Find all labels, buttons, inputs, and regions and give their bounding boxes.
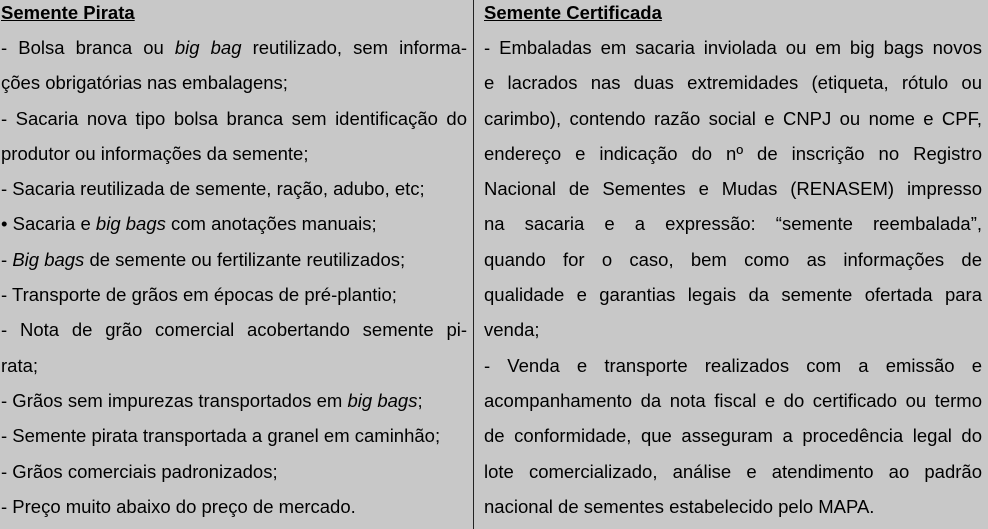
text-run: rata;	[1, 354, 39, 376]
italic-text: big bags	[347, 389, 418, 411]
text-run: Nacional de Sementes e Mudas (RENASEM) impresso	[484, 178, 982, 200]
text-line	[1, 348, 467, 383]
text-line	[1, 136, 467, 171]
column-heading: Semente Certificada	[484, 2, 662, 23]
text-run: endereço e indicação do nº de inscrição no Registro	[484, 142, 982, 164]
text-run: acompanhamento da nota fiscal e do certificado ou termo	[484, 389, 982, 411]
text-run: nacional de sementes estabelecido pelo MAPA.	[484, 495, 875, 517]
text-run: • Sacaria e	[1, 213, 96, 235]
text-run: qualidade e garantias legais da semente ofertada para	[484, 284, 982, 306]
text-line	[484, 242, 982, 277]
column-lines	[1, 30, 467, 524]
text-run: carimbo), contendo razão social e CNPJ ou nome e CPF,	[484, 107, 982, 129]
text-line	[484, 454, 982, 489]
text-run: - Bolsa branca ou	[1, 37, 175, 58]
text-line	[1, 101, 467, 136]
text-run: ;	[417, 389, 423, 411]
text-line	[484, 489, 982, 524]
text-run: - Grãos comerciais padronizados;	[1, 460, 278, 482]
italic-text: big bags	[95, 213, 166, 235]
text-line	[484, 383, 982, 418]
text-run: - Sacaria reutilizada de semente, ração, adubo, etc;	[1, 178, 425, 200]
text-line	[1, 489, 467, 524]
text-line	[1, 312, 467, 347]
text-run: - Embaladas em sacaria inviolada ou em big bags novos	[484, 37, 982, 58]
text-run: com anotações manuais;	[165, 213, 377, 235]
column-semente-certificada	[474, 0, 988, 529]
text-line	[484, 206, 982, 241]
text-line	[484, 277, 982, 312]
text-line	[484, 348, 982, 383]
text-line	[484, 65, 982, 100]
text-line	[1, 454, 467, 489]
text-line	[484, 171, 982, 206]
text-run: -	[1, 248, 13, 270]
text-line	[484, 101, 982, 136]
column-lines	[484, 30, 982, 524]
text-line	[1, 277, 467, 312]
italic-text: Big bags	[12, 248, 85, 270]
text-run: e lacrados nas duas extremidades (etiqueta, rótulo ou	[484, 72, 982, 94]
text-line	[1, 206, 467, 241]
text-run: lote comercializado, análise e atendimento ao padrão	[484, 460, 982, 482]
column-heading: Semente Pirata	[1, 2, 135, 23]
text-run: - Transporte de grãos em épocas de pré-plantio;	[1, 284, 397, 306]
text-run: de conformidade, que asseguram a procedência legal do	[484, 425, 982, 447]
text-run: - Semente pirata transportada a granel em caminhão;	[1, 425, 441, 447]
text-run: produtor ou informações da semente;	[1, 142, 309, 164]
column-semente-pirata	[0, 0, 474, 529]
text-run: venda;	[484, 319, 540, 341]
text-run: - Venda e transporte realizados com a emissão e	[484, 354, 982, 376]
text-line	[484, 136, 982, 171]
text-run: - Nota de grão comercial acobertando semente pi-	[1, 319, 467, 341]
text-line	[1, 65, 467, 100]
text-run: ções obrigatórias nas embalagens;	[1, 72, 288, 94]
text-run: na sacaria e a expressão: “semente reembalada”,	[484, 213, 982, 235]
text-line	[1, 30, 467, 65]
italic-text: big bag	[174, 37, 242, 58]
text-run: de semente ou fertilizante reutilizados;	[84, 248, 406, 270]
text-line	[1, 171, 467, 206]
text-run: - Sacaria nova tipo bolsa branca sem identificação do	[1, 107, 467, 129]
text-line	[1, 242, 467, 277]
text-line	[1, 383, 467, 418]
text-run: - Grãos sem impurezas transportados em	[1, 389, 348, 411]
text-run: quando for o caso, bem como as informações de	[484, 248, 982, 270]
text-run: reutilizado, sem informa-	[241, 37, 467, 58]
text-line	[484, 312, 982, 347]
text-line	[484, 30, 982, 65]
text-line	[484, 418, 982, 453]
text-run: - Preço muito abaixo do preço de mercado.	[1, 495, 356, 517]
text-line	[1, 418, 467, 453]
